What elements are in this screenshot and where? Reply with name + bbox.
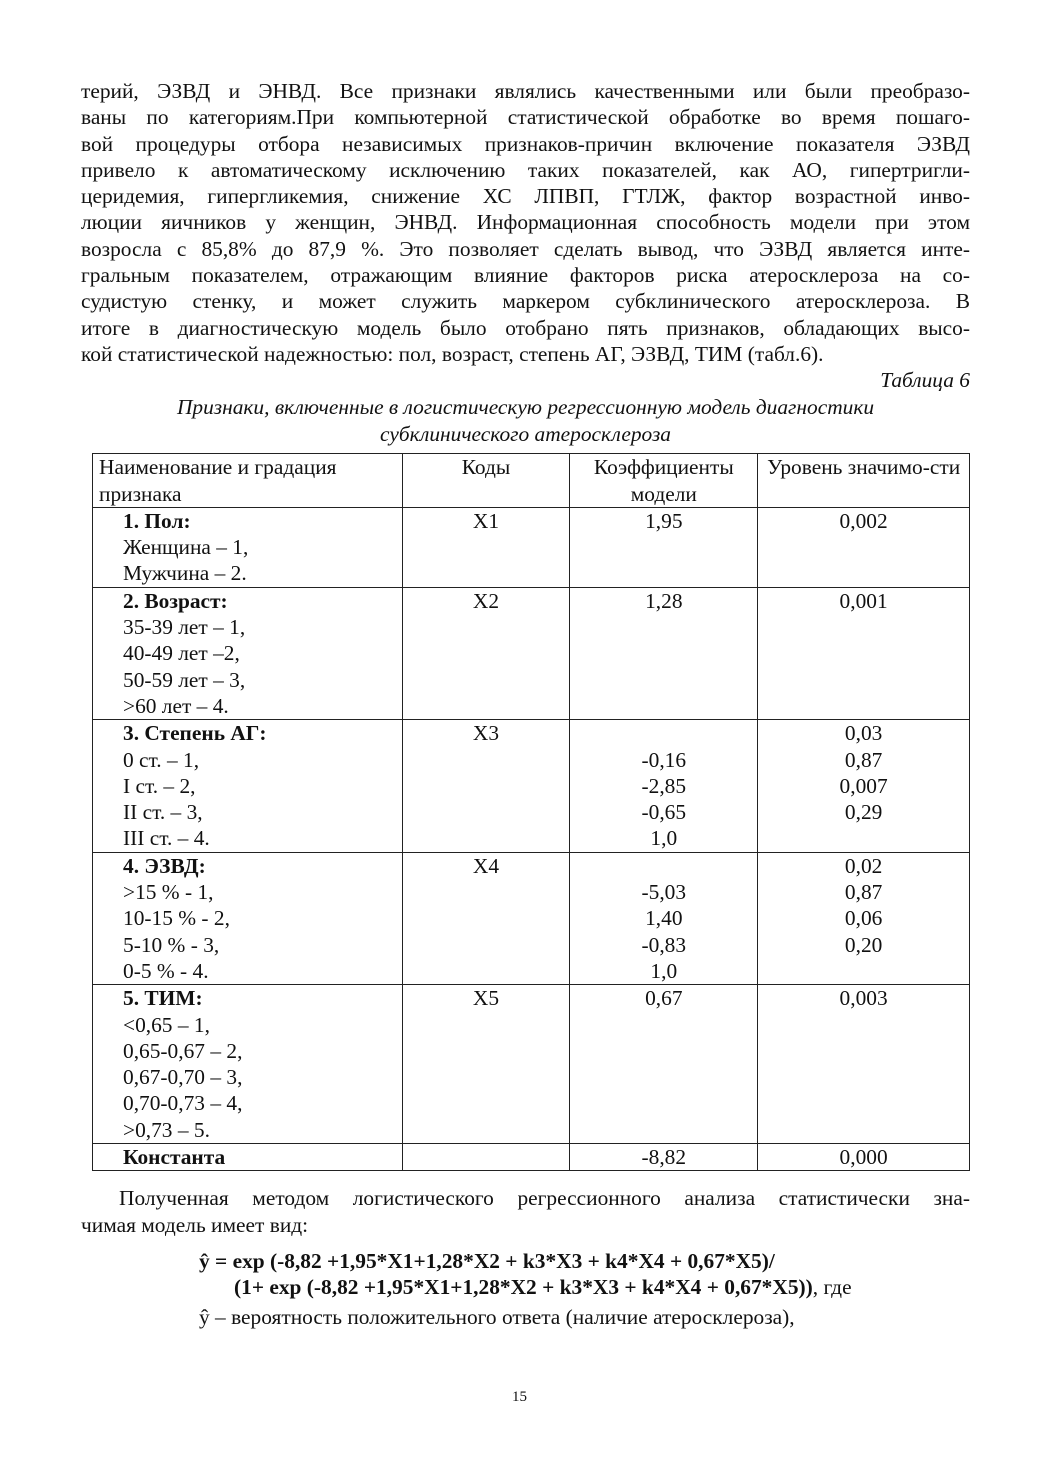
code-cell: X5 — [402, 985, 570, 1144]
code-cell: X1 — [402, 507, 570, 587]
feature-gradation: 0-5 % - 4. — [123, 958, 209, 983]
regression-table — [92, 453, 970, 1171]
significance-value: 0,20 — [844, 932, 883, 957]
significance-value: 0,002 — [839, 508, 888, 533]
intro-line: люции яичников у женщин, ЭНВД. Информационная способность модели при этом — [81, 210, 970, 235]
intro-line: терий, ЭЗВД и ЭНВД. Все признаки являлись качественными или были преобразо- — [81, 79, 970, 103]
table-row — [93, 720, 970, 852]
significance-value — [764, 825, 963, 851]
feature-gradation: 10-15 % - 2, — [123, 906, 230, 931]
formula-line-2 — [81, 1274, 970, 1300]
page-content — [81, 78, 970, 1330]
coefficient-value: 1,40 — [645, 906, 683, 931]
significance-value: 0,000 — [839, 1144, 888, 1169]
table-row — [93, 985, 970, 1144]
header-significance: Уровень значимо-сти — [758, 454, 970, 508]
intro-line: итоге в диагностическую модель было отобрано пять признаков, обладающих высо- — [81, 315, 970, 340]
table-body — [93, 507, 970, 1170]
code-cell: X2 — [402, 587, 570, 719]
coefficient-value: -0,65 — [641, 800, 687, 825]
feature-title: Константа — [123, 1144, 226, 1169]
table-caption-line-1: Признаки, включенные в логистическую регрессионную модель диагностики — [176, 395, 875, 420]
feature-cell — [93, 852, 403, 984]
significance-cell — [758, 587, 970, 719]
coefficient-cell — [570, 852, 758, 984]
table-row — [93, 852, 970, 984]
feature-gradation: 40-49 лет –2, — [123, 641, 240, 666]
coefficient-value: 1,0 — [650, 826, 678, 851]
code-cell — [402, 1143, 570, 1170]
feature-gradation: 5-10 % - 3, — [123, 932, 220, 957]
feature-gradation: 0,65-0,67 – 2, — [123, 1038, 243, 1063]
coefficient-value — [576, 720, 751, 746]
coefficient-cell — [570, 1143, 758, 1170]
feature-gradation: II ст. – 3, — [123, 800, 203, 825]
significance-cell — [758, 720, 970, 852]
table-label: Таблица 6 — [880, 368, 970, 393]
feature-title: 4. ЭЗВД: — [123, 853, 206, 878]
coefficient-value: -0,83 — [641, 932, 687, 957]
intro-line: гральным показателем, отражающим влияние факторов риска атеросклероза на со- — [81, 263, 970, 288]
feature-gradation: I ст. – 2, — [123, 773, 196, 798]
intro-line: церидемия, гипергликемия, снижение ХС ЛПВП, ГТЛЖ, фактор возрастной инво- — [81, 184, 970, 209]
coefficient-cell — [570, 507, 758, 587]
feature-gradation: III ст. – 4. — [123, 826, 210, 851]
intro-line: привело к автоматическому исключению таких показателей, как АО, гипертригли- — [81, 157, 970, 182]
code-cell: X4 — [402, 852, 570, 984]
coefficient-cell — [570, 587, 758, 719]
significance-value: 0,87 — [844, 880, 883, 905]
feature-gradation: <0,65 – 1, — [123, 1012, 210, 1037]
page-number: 15 — [512, 1389, 527, 1405]
significance-value: 0,007 — [839, 773, 888, 798]
significance-value: 0,02 — [844, 853, 883, 878]
intro-line: вой процедуры отбора независимых признаков-причин включение показателя ЭЗВД — [81, 131, 970, 156]
feature-title: 3. Степень АГ: — [123, 721, 267, 746]
feature-gradation: 0,70-0,73 – 4, — [123, 1091, 243, 1116]
feature-cell — [93, 720, 403, 852]
header-name: Наименование и градация признака — [93, 454, 403, 508]
coefficient-value: -0,16 — [641, 747, 687, 772]
significance-value: 0,87 — [844, 747, 883, 772]
formula-line-1: ŷ = exp (-8,82 +1,95*X1+1,28*X2 + k3*X3 + k4*X4 + 0,67*X5)/ — [199, 1248, 775, 1273]
coefficient-value: 1,28 — [645, 588, 683, 613]
feature-cell — [93, 985, 403, 1144]
feature-gradation: Мужчина – 2. — [123, 561, 247, 586]
feature-gradation: >15 % - 1, — [123, 880, 214, 905]
feature-title: 5. ТИМ: — [123, 986, 203, 1011]
feature-gradation: 35-39 лет – 1, — [123, 615, 246, 640]
header-coefficients: Коэффициенты модели — [570, 454, 758, 508]
coefficient-value: -5,03 — [641, 880, 687, 905]
significance-value: 0,03 — [844, 721, 883, 746]
header-codes: Коды — [402, 454, 570, 508]
significance-cell — [758, 1143, 970, 1170]
intro-line: ваны по категориям.При компьютерной статистической обработке во время пошаго- — [81, 105, 970, 130]
feature-gradation: 0,67-0,70 – 3, — [123, 1065, 243, 1090]
formula-line-2-tail: , где — [812, 1274, 852, 1299]
feature-gradation: >0,73 – 5. — [123, 1117, 210, 1142]
formula-definition: ŷ – вероятность положительного ответа (наличие атеросклероза), — [199, 1304, 795, 1329]
coefficient-cell — [570, 720, 758, 852]
intro-line: судистую стенку, и может служить маркером субклинического атеросклероза. В — [81, 289, 970, 314]
significance-value: 0,003 — [839, 986, 888, 1011]
feature-title: 2. Возраст: — [123, 588, 228, 613]
feature-gradation: Женщина – 1, — [123, 535, 249, 560]
coefficient-cell — [570, 985, 758, 1144]
coefficient-value — [576, 853, 751, 879]
table-caption-line-2: субклинического атеросклероза — [379, 421, 671, 446]
table-header-row — [93, 454, 970, 508]
code-cell: X3 — [402, 720, 570, 852]
feature-gradation: >60 лет – 4. — [123, 693, 229, 718]
formula — [81, 1248, 970, 1300]
intro-line: кой статистической надежностью: пол, возраст, степень АГ, ЭЗВД, ТИМ (табл.6). — [81, 341, 824, 366]
formula-line-2-expression: (1+ exp (-8,82 +1,95*X1+1,28*X2 + k3*X3 + k4*X4 + 0,67*X5)) — [234, 1274, 813, 1299]
feature-cell — [93, 1143, 403, 1170]
feature-cell — [93, 587, 403, 719]
feature-cell — [93, 507, 403, 587]
table-row — [93, 507, 970, 587]
coefficient-value: -2,85 — [641, 773, 687, 798]
result-line-1: Полученная методом логистического регрессионного анализа статистически зна- — [119, 1186, 970, 1211]
feature-gradation: 0 ст. – 1, — [123, 747, 200, 772]
coefficient-value: 0,67 — [645, 986, 683, 1011]
result-paragraph — [81, 1185, 970, 1238]
coefficient-value: 1,95 — [645, 508, 683, 533]
significance-value — [764, 958, 963, 984]
coefficient-value: 1,0 — [650, 958, 678, 983]
feature-title: 1. Пол: — [123, 508, 191, 533]
intro-paragraph — [81, 78, 970, 367]
table-row — [93, 587, 970, 719]
significance-cell — [758, 507, 970, 587]
coefficient-value: -8,82 — [641, 1144, 687, 1169]
significance-cell — [758, 985, 970, 1144]
result-line-2: чимая модель имеет вид: — [81, 1212, 309, 1237]
significance-cell — [758, 852, 970, 984]
significance-value: 0,06 — [844, 906, 883, 931]
significance-value: 0,001 — [839, 588, 888, 613]
intro-line: возросла с 85,8% до 87,9 %. Это позволяет сделать вывод, что ЭЗВД является инте- — [81, 236, 970, 261]
feature-gradation: 50-59 лет – 3, — [123, 667, 246, 692]
table-row — [93, 1143, 970, 1170]
significance-value: 0,29 — [844, 800, 883, 825]
